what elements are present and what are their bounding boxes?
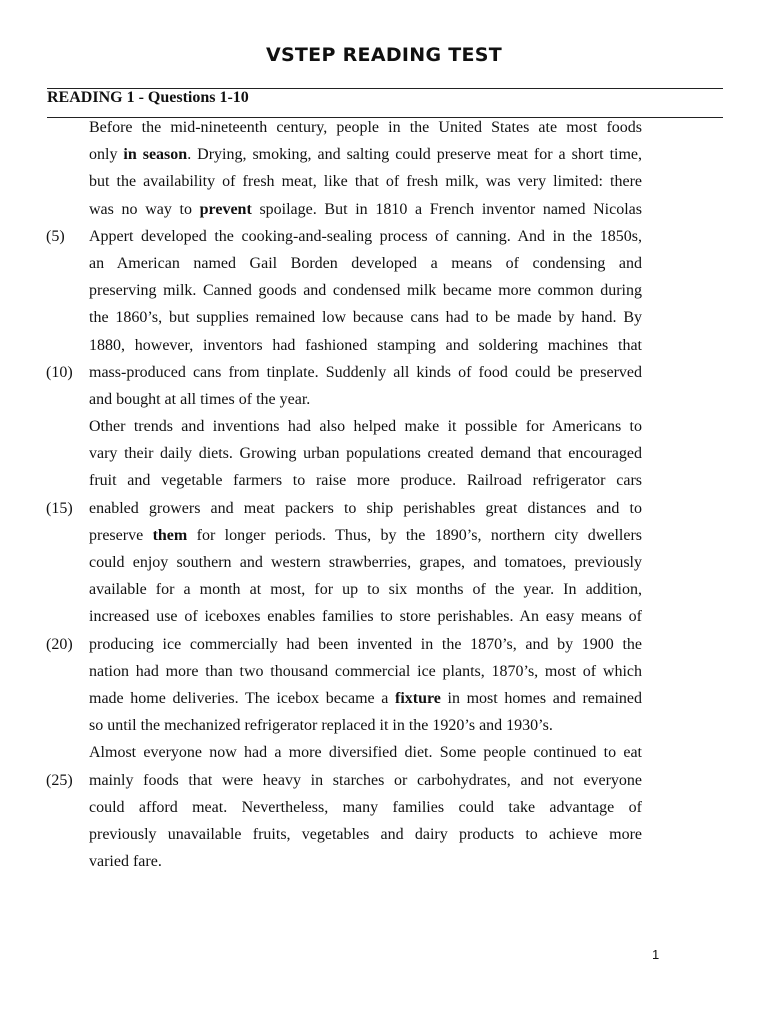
line-text xyxy=(89,117,642,139)
passage-line xyxy=(0,416,768,443)
text-run: could afford meat. Nevertheless, many families could take advantage of xyxy=(89,798,642,816)
text-run: fruit and vegetable farmers to raise more produce. Railroad refrigerator cars xyxy=(89,472,642,490)
line-text xyxy=(89,525,642,547)
emphasized-word: in season xyxy=(123,146,188,164)
line-text xyxy=(89,824,642,846)
text-run: an American named Gail Borden developed a means of condensing and xyxy=(89,254,642,272)
passage-line xyxy=(0,226,768,253)
text-run: the 1860’s, but supplies remained low because cans had to be made by hand. By xyxy=(89,309,642,327)
passage-line xyxy=(0,770,768,797)
line-text xyxy=(89,634,642,656)
line-text xyxy=(89,335,642,357)
passage-line xyxy=(0,253,768,280)
line-text xyxy=(89,280,642,302)
line-text xyxy=(89,688,642,710)
passage-line xyxy=(0,335,768,362)
passage-line xyxy=(0,634,768,661)
text-run: producing ice commercially had been invented in the 1870’s, and by 1900 the xyxy=(89,635,642,653)
passage-line xyxy=(0,307,768,334)
line-text xyxy=(89,307,642,329)
line-text xyxy=(89,851,642,873)
passage-line xyxy=(0,389,768,416)
text-run: nation had more than two thousand commercial ice plants, 1870’s, most of which xyxy=(89,662,642,680)
passage-line xyxy=(0,525,768,552)
line-text xyxy=(89,661,642,683)
line-text xyxy=(89,253,642,275)
emphasized-word: them xyxy=(152,526,188,544)
text-run: spoilage. But in 1810 a French inventor named Nicolas xyxy=(251,200,642,218)
line-text xyxy=(89,362,642,384)
emphasized-word: prevent xyxy=(199,200,252,218)
reading-passage xyxy=(0,117,768,878)
section-heading: READING 1 - Questions 1-10 xyxy=(47,89,249,106)
line-text xyxy=(89,579,642,601)
passage-line xyxy=(0,171,768,198)
passage-line xyxy=(0,715,768,742)
passage-line xyxy=(0,661,768,688)
line-text xyxy=(89,552,642,574)
text-run: Appert developed the cooking-and-sealing process of canning. And in the 1850s, xyxy=(89,227,642,245)
line-text xyxy=(89,770,642,792)
emphasized-word: fixture xyxy=(394,689,441,707)
line-text xyxy=(89,715,642,737)
text-run: available for a month at most, for up to six months of the year. In addition, xyxy=(89,581,642,599)
passage-line xyxy=(0,199,768,226)
passage-line xyxy=(0,144,768,171)
line-text xyxy=(89,226,642,248)
text-run: 1880, however, inventors had fashioned stamping and soldering machines that xyxy=(89,336,642,354)
line-text xyxy=(89,443,642,465)
passage-line xyxy=(0,470,768,497)
passage-line xyxy=(0,851,768,878)
text-run: Before the mid-nineteenth century, people in the United States ate most foods xyxy=(89,119,642,136)
line-text xyxy=(89,606,642,628)
text-run: and bought at all times of the year. xyxy=(89,390,311,408)
text-run: Almost everyone now had a more diversified diet. Some people continued to eat xyxy=(89,744,642,762)
line-text xyxy=(89,416,642,438)
text-run: Other trends and inventions had also helped make it possible for Americans to xyxy=(89,418,642,436)
text-run: made home deliveries. The icebox became a xyxy=(89,689,395,707)
text-run: previously unavailable fruits, vegetables and dairy products to achieve more xyxy=(89,825,642,843)
line-number: (20) xyxy=(46,635,73,653)
passage-line xyxy=(0,443,768,470)
line-number: (10) xyxy=(46,363,73,381)
text-run: mass-produced cans from tinplate. Suddenly all kinds of food could be preserved xyxy=(89,363,642,381)
text-run: but the availability of fresh meat, like that of fresh milk, was very limited: there xyxy=(89,173,642,191)
line-text xyxy=(89,797,642,819)
passage-line xyxy=(0,280,768,307)
line-text xyxy=(89,389,642,411)
line-text xyxy=(89,171,642,193)
text-run: varied fare. xyxy=(89,853,162,871)
line-text xyxy=(89,742,642,764)
text-run: in most homes and remained xyxy=(440,689,643,707)
text-run: only xyxy=(89,146,124,164)
passage-line xyxy=(0,498,768,525)
passage-line xyxy=(0,688,768,715)
passage-line xyxy=(0,824,768,851)
text-run: for longer periods. Thus, by the 1890’s, northern city dwellers xyxy=(187,526,643,544)
text-run: could enjoy southern and western strawberries, grapes, and tomatoes, previously xyxy=(89,554,642,571)
text-run: so until the mechanized refrigerator replaced it in the 1920’s and 1930’s. xyxy=(89,717,553,735)
text-run: was no way to xyxy=(89,200,200,218)
line-text xyxy=(89,199,642,221)
text-run: preserve xyxy=(89,526,153,544)
line-number: (25) xyxy=(46,771,73,789)
passage-line xyxy=(0,606,768,633)
text-run: enabled growers and meat packers to ship perishables great distances and to xyxy=(89,499,642,517)
line-number: (15) xyxy=(46,499,73,517)
line-number: (5) xyxy=(46,227,65,245)
passage-line xyxy=(0,552,768,579)
text-run: preserving milk. Canned goods and condensed milk became more common during xyxy=(89,282,642,300)
line-text xyxy=(89,144,642,166)
line-text xyxy=(89,470,642,492)
text-run: increased use of iceboxes enables families to store perishables. An easy means of xyxy=(89,608,642,626)
passage-line xyxy=(0,742,768,769)
text-run: mainly foods that were heavy in starches or carbohydrates, and not everyone xyxy=(89,771,642,789)
passage-line xyxy=(0,117,768,144)
passage-line xyxy=(0,362,768,389)
passage-line xyxy=(0,797,768,824)
passage-line xyxy=(0,579,768,606)
page-number: 1 xyxy=(652,947,660,962)
text-run: vary their daily diets. Growing urban populations created demand that encouraged xyxy=(89,445,642,463)
page-title: VSTEP READING TEST xyxy=(265,44,503,66)
text-run: . Drying, smoking, and salting could preserve meat for a short time, xyxy=(187,146,643,164)
line-text xyxy=(89,498,642,520)
